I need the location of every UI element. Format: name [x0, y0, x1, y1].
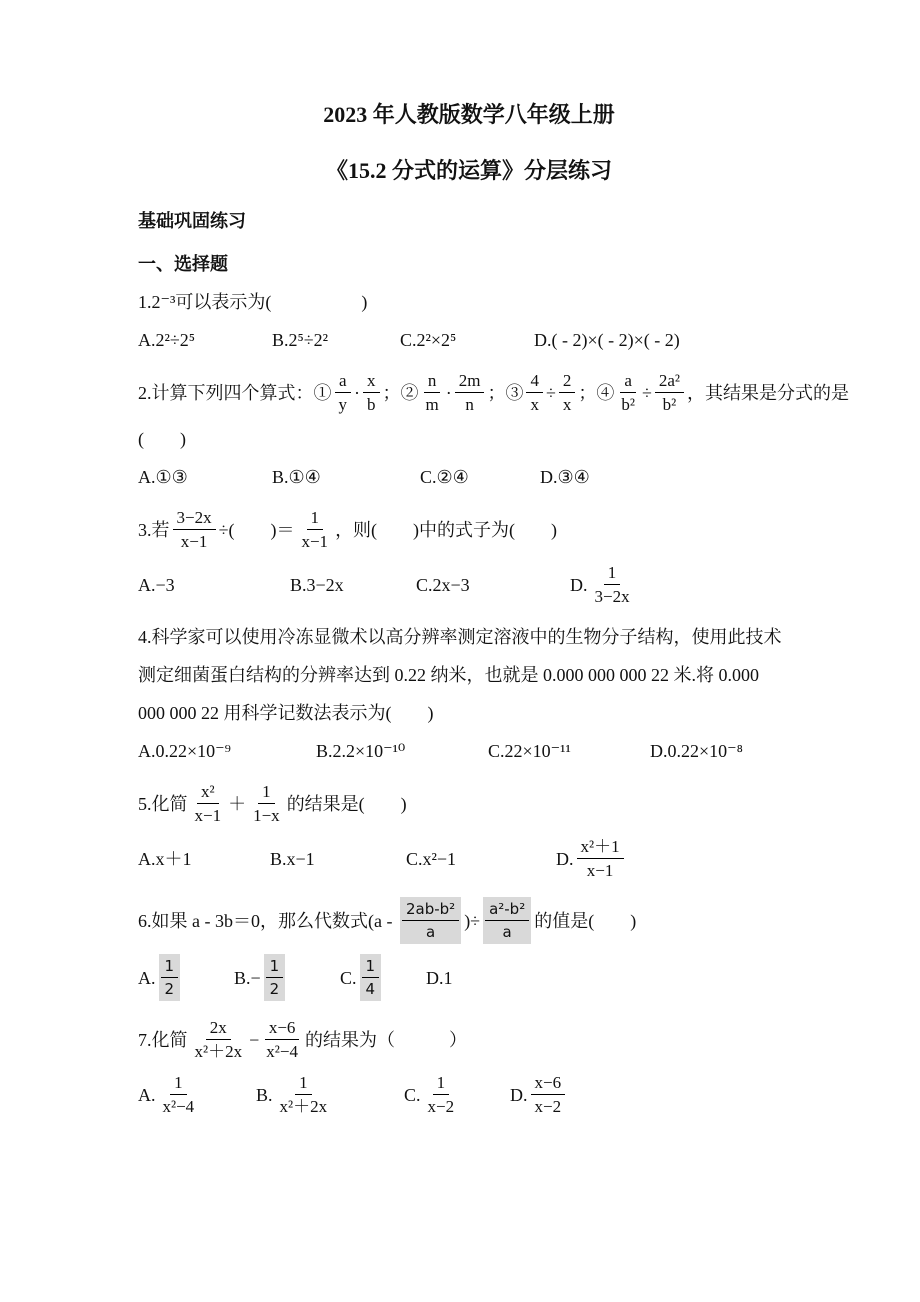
fraction [159, 1072, 199, 1117]
question-stem-line [138, 781, 800, 826]
question-stem-line [138, 425, 800, 453]
fraction-numerator: 1 [170, 1072, 187, 1095]
question-4 [138, 623, 800, 765]
text-run: B.x−1 [270, 848, 315, 869]
text-run: D.1 [426, 967, 453, 988]
text-run: 1.2⁻³可以表示为( ) [138, 292, 368, 312]
text-run: · [445, 382, 452, 403]
text-run: ÷ [641, 382, 652, 403]
fraction-denominator: m [425, 395, 439, 414]
text-run: C. [340, 967, 357, 988]
option [416, 571, 570, 599]
fraction [531, 1072, 566, 1117]
text-run: C.2x−3 [416, 574, 470, 595]
text-run: B.①④ [272, 467, 321, 487]
options-row [138, 1072, 800, 1117]
fraction-numerator: x² [197, 781, 219, 804]
option [406, 845, 556, 873]
fraction [424, 1072, 459, 1117]
fraction [249, 781, 284, 826]
option [400, 326, 534, 354]
fraction-numerator: 4 [526, 370, 543, 393]
fraction-numerator: 1 [307, 507, 324, 530]
text-run: 的结果是( ) [286, 793, 407, 814]
question-stem-line [138, 507, 800, 552]
option [420, 463, 540, 491]
fraction-denominator: x−1 [180, 532, 208, 551]
fraction-denominator: a [425, 923, 436, 941]
option [270, 845, 406, 873]
text-run: C.22×10⁻¹¹ [488, 741, 571, 761]
text-run: 3.若 [138, 519, 170, 540]
options-row [138, 463, 800, 491]
text-run: D.③④ [540, 467, 590, 487]
fraction [360, 954, 382, 1001]
fraction-numerator: x−6 [265, 1017, 300, 1040]
fraction-numerator: 1 [258, 781, 275, 804]
fraction-numerator: 1 [604, 562, 621, 585]
fraction [655, 370, 684, 415]
option [138, 954, 234, 1001]
fraction-numerator: 2a² [655, 370, 684, 393]
option [234, 954, 340, 1001]
question-stem-line [138, 1017, 800, 1062]
option [272, 463, 420, 491]
fraction-numerator: 2m [455, 370, 485, 393]
fraction-numerator: 1 [295, 1072, 312, 1095]
fraction-numerator: 2x [206, 1017, 231, 1040]
text-run: ( ) [138, 429, 186, 449]
fraction [173, 507, 216, 552]
section-header-practice: 基础巩固练习 [138, 211, 246, 231]
fraction-denominator: 3−2x [594, 587, 630, 606]
text-run: ；③ [487, 382, 524, 403]
question-3 [138, 507, 800, 607]
question-stem-line [138, 623, 800, 651]
text-run: B.− [234, 967, 261, 988]
options-row [138, 562, 800, 607]
text-run: C.2²×2⁵ [400, 330, 457, 350]
option [290, 571, 416, 599]
fraction-numerator: 1 [362, 956, 380, 978]
fraction-denominator: x²＋2x [194, 1042, 243, 1061]
text-run: D. [556, 848, 574, 869]
text-run: B. [256, 1084, 273, 1105]
options-row [138, 836, 800, 881]
fraction-numerator: a [335, 370, 351, 393]
option [556, 836, 627, 881]
text-run: ＋ [228, 793, 247, 814]
option [256, 1072, 404, 1117]
fraction-denominator: 2 [269, 980, 280, 998]
text-run: ，则( )中的式子为( ) [335, 519, 558, 540]
text-run: A. [138, 967, 156, 988]
document-subtitle: 《15.2 分式的运算》分层练习 [325, 158, 612, 183]
fraction-denominator: x²−4 [162, 1097, 195, 1116]
fraction-numerator: n [424, 370, 441, 393]
text-run: 7.化简 [138, 1029, 188, 1050]
text-run: B.3−2x [290, 574, 344, 595]
option [570, 562, 637, 607]
question-stem-line [138, 370, 850, 415]
question-stem-line [138, 288, 800, 316]
fraction-denominator: x−2 [534, 1097, 562, 1116]
text-run: A.x＋1 [138, 848, 192, 869]
section-header-choice: 一、选择题 [138, 254, 228, 274]
option [138, 326, 272, 354]
questions-list [138, 288, 850, 1117]
text-run: 的结果为（ ） [304, 1029, 467, 1050]
text-run: · [354, 382, 360, 403]
fraction [363, 370, 380, 415]
fraction [455, 370, 485, 415]
fraction [617, 370, 639, 415]
fraction [422, 370, 443, 415]
fraction-numerator: x [363, 370, 380, 393]
text-run: A.①③ [138, 467, 188, 487]
option [138, 463, 272, 491]
fraction-numerator: 2 [559, 370, 576, 393]
option [404, 1072, 510, 1117]
fraction-denominator: x−1 [586, 861, 614, 880]
fraction-denominator: 2 [164, 980, 175, 998]
text-run: B.2⁵÷2² [272, 330, 329, 350]
question-stem-line [138, 699, 800, 727]
fraction-denominator: x²−4 [266, 1042, 298, 1061]
fraction-numerator: 1 [433, 1072, 450, 1095]
fraction [526, 370, 543, 415]
text-run: 2.计算下列四个算式：① [138, 382, 332, 403]
fraction [483, 897, 531, 944]
question-stem-line [138, 897, 800, 944]
options-row [138, 954, 800, 1001]
option [426, 964, 453, 992]
text-run: A. [138, 1084, 156, 1105]
text-run: D.( - 2)×( - 2)×( - 2) [534, 330, 680, 350]
question-2 [138, 370, 850, 491]
fraction-numerator: a [620, 370, 636, 393]
options-row [138, 326, 800, 354]
text-run: − [249, 1029, 260, 1050]
document-title: 2023 年人教版数学八年级上册 [323, 102, 615, 127]
fraction-denominator: x [530, 395, 539, 414]
fraction-denominator: n [465, 395, 474, 414]
text-run: ；④ [578, 382, 615, 403]
text-run: A.−3 [138, 574, 175, 595]
fraction-numerator: x²＋1 [577, 836, 624, 859]
options-row [138, 737, 800, 765]
option [138, 1072, 256, 1117]
fraction [577, 836, 624, 881]
question-7 [138, 1017, 800, 1117]
text-run: ÷( )＝ [218, 519, 295, 540]
fraction [191, 781, 226, 826]
fraction-denominator: y [338, 395, 347, 414]
text-run: 5.化简 [138, 793, 188, 814]
text-run: D. [510, 1084, 528, 1105]
text-run: C. [404, 1084, 421, 1105]
fraction-numerator: 3−2x [173, 507, 216, 530]
fraction-denominator: b [367, 395, 376, 414]
fraction [262, 1017, 302, 1062]
fraction [335, 370, 352, 415]
text-run: ÷ [545, 382, 556, 403]
text-run: A.2²÷2⁵ [138, 330, 196, 350]
option [534, 326, 680, 354]
option [138, 845, 270, 873]
fraction [559, 370, 576, 415]
fraction [297, 507, 332, 552]
fraction-numerator: a²-b² [485, 899, 529, 921]
text-run: D.0.22×10⁻⁸ [650, 741, 743, 761]
text-run: ，其结果是分式的是 [687, 382, 850, 403]
fraction-numerator: 1 [266, 956, 284, 978]
option [272, 326, 400, 354]
text-run: 000 000 22 用科学记数法表示为( ) [138, 703, 434, 723]
text-run: B.2.2×10⁻¹⁰ [316, 741, 406, 761]
text-run: D. [570, 574, 588, 595]
fraction-denominator: 4 [365, 980, 376, 998]
fraction-denominator: a [502, 923, 512, 941]
option [340, 954, 426, 1001]
text-run: C.②④ [420, 467, 469, 487]
text-run: 的值是( ) [534, 910, 637, 931]
fraction-denominator: x [562, 395, 572, 414]
option [316, 737, 488, 765]
fraction-denominator: x−1 [194, 806, 222, 825]
fraction-denominator: x−1 [301, 532, 329, 551]
text-run: 6.如果 a - 3b＝0，那么代数式(a - [138, 910, 397, 931]
fraction-denominator: b² [662, 395, 677, 414]
fraction [191, 1017, 247, 1062]
question-5 [138, 781, 800, 881]
text-run: )÷ [464, 910, 481, 931]
fraction-denominator: x²＋2x [279, 1097, 328, 1116]
option [510, 1072, 568, 1117]
fraction [591, 562, 634, 607]
text-run: A.0.22×10⁻⁹ [138, 741, 231, 761]
fraction-denominator: x−2 [427, 1097, 455, 1116]
option [138, 737, 316, 765]
fraction-denominator: b² [621, 395, 635, 414]
text-run: ；② [382, 382, 419, 403]
option [540, 463, 590, 491]
text-run: 4.科学家可以使用冷冻显微术以高分辨率测定溶液中的生物分子结构，使用此技术 [138, 627, 782, 647]
fraction-numerator: 2ab-b² [402, 899, 459, 921]
option [650, 737, 743, 765]
fraction [276, 1072, 332, 1117]
option [488, 737, 650, 765]
fraction-denominator: 1−x [253, 806, 280, 825]
fraction-numerator: 1 [161, 956, 179, 978]
question-6 [138, 897, 800, 1001]
question-1 [138, 288, 800, 354]
question-stem-line [138, 661, 800, 689]
text-run: 测定细菌蛋白结构的分辨率达到 0.22 纳米，也就是 0.000 000 000 22 米.将 0.000 [138, 665, 759, 685]
fraction [159, 954, 181, 1001]
fraction [264, 954, 286, 1001]
fraction-numerator: x−6 [531, 1072, 566, 1095]
fraction [400, 897, 461, 944]
text-run: C.x²−1 [406, 848, 457, 869]
option [138, 571, 290, 599]
